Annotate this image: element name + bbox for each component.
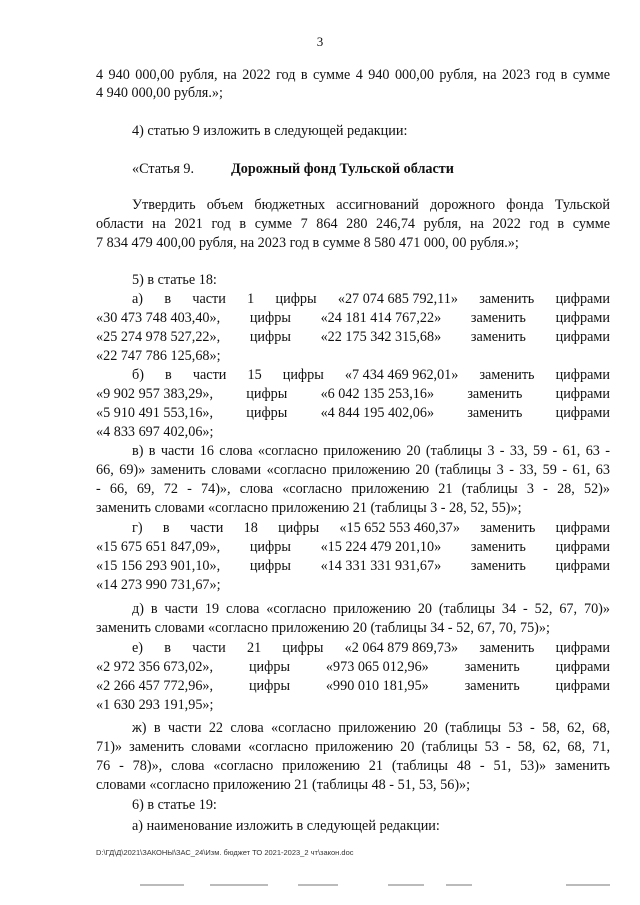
sub-b-line-2 — [96, 386, 610, 403]
text-word: 1 — [247, 291, 255, 307]
sub-e-line-4: «1 630 293 191,95»; — [96, 697, 214, 713]
text-word: заменить — [467, 386, 523, 402]
text-word: цифры — [278, 520, 320, 536]
text-word: части — [189, 520, 224, 536]
text-word: «2 972 356 673,02», — [96, 659, 214, 675]
text-word: цифры — [248, 678, 290, 694]
text-word: «7 434 469 962,01» — [344, 367, 459, 383]
scan-mark — [446, 884, 472, 886]
text-word: е) — [132, 640, 144, 656]
text-word: цифрами — [555, 558, 610, 574]
sub-zh-line-4: словами «согласно приложению 21 (таблицы 48 - 51, 53, 56)»; — [96, 777, 471, 793]
text-word: «30 473 748 403,40», — [96, 310, 221, 326]
text-word: цифрами — [555, 367, 610, 383]
page-number: 3 — [316, 34, 324, 49]
text-word: «2 064 879 869,73» — [344, 640, 459, 656]
text-word: «973 065 012,96» — [325, 659, 429, 675]
sub-g-line-2 — [96, 539, 610, 556]
text-word: цифры — [248, 659, 290, 675]
text-word: цифры — [249, 310, 291, 326]
article-9-line-3: 7 834 479 400,00 рубля, на 2023 год в сумме 8 580 471 000, 00 рубля.»; — [96, 235, 519, 251]
text-word: 18 — [243, 520, 258, 536]
text-word: заменить — [470, 539, 526, 555]
text-word: в — [162, 520, 170, 536]
text-word: 21 — [246, 640, 262, 656]
sub-d-line-1: д) в части 19 слова «согласно приложению 20 (таблицы 34 - 52, 67, 70)» — [132, 601, 610, 617]
text-word: заменить — [464, 659, 520, 675]
text-word: цифрами — [555, 329, 610, 345]
text-word: части — [192, 291, 226, 307]
text-word: «6 042 135 253,16» — [320, 386, 435, 402]
text-word: заменить — [479, 640, 535, 656]
sub-v-line-3: - 66, 69, 72 - 74)», слова «согласно приложению 21 (таблицы 3 - 28, 52)» — [96, 481, 610, 497]
file-path-footer: D:\ГД\Д\2021\ЗАКОНЫ\ЗАС_24\Изм. бюджет ТО 2021-2023_2 чт\закон.doc — [96, 848, 354, 857]
sub-zh-line-2: 71)» заменить словами «согласно приложению 20 (таблицы 53 - 58, 62, 68, 71, — [96, 739, 610, 755]
scan-mark — [140, 884, 184, 886]
text-word: цифрами — [555, 310, 610, 326]
text-word: «990 010 181,95» — [325, 678, 429, 694]
sub-v-line-1: в) в части 16 слова «согласно приложению 20 (таблицы 3 - 33, 59 - 61, 63 - — [132, 443, 610, 459]
sub-zh-line-1: ж) в части 22 слова «согласно приложению 20 (таблицы 53 - 58, 62, 68, — [132, 720, 610, 736]
text-word: в — [165, 367, 172, 383]
text-word: «27 074 685 792,11» — [337, 291, 458, 307]
text-word: цифрами — [555, 678, 610, 694]
sub-d-line-2: заменить словами «согласно приложению 20 (таблицы 34 - 52, 67, 70, 75)»; — [96, 620, 550, 636]
text-word: «15 652 553 460,37» — [339, 520, 460, 536]
article-9-label: «Статья 9. — [132, 161, 195, 177]
sub-b-line-1 — [132, 367, 610, 384]
text-word: «14 331 331 931,67» — [320, 558, 442, 574]
text-word: цифры — [246, 405, 288, 421]
text-word: цифры — [246, 386, 288, 402]
text-word: цифрами — [555, 520, 610, 536]
text-word: цифры — [249, 329, 291, 345]
text-word: «9 902 957 383,29», — [96, 386, 214, 402]
text-word: заменить — [470, 558, 526, 574]
item-4: 4) статью 9 изложить в следующей редакции: — [132, 123, 408, 139]
text-word: заменить — [480, 520, 536, 536]
intro-line-1: 4 940 000,00 рубля, на 2022 год в сумме 4 940 000,00 рубля, на 2023 год в сумме — [96, 67, 610, 83]
text-word: цифры — [249, 558, 291, 574]
sub-a-line-2 — [96, 310, 610, 327]
text-word: заменить — [464, 678, 520, 694]
text-word: б) — [132, 367, 144, 383]
text-word: цифры — [282, 640, 324, 656]
text-word: цифрами — [555, 659, 610, 675]
text-word: цифры — [275, 291, 317, 307]
sub-g-line-4: «14 273 990 731,67»; — [96, 577, 221, 593]
text-word: а) — [132, 291, 144, 307]
item-5: 5) в статье 18: — [132, 272, 217, 288]
sub-a-line-3 — [96, 329, 610, 346]
sub-e-line-1 — [132, 640, 610, 657]
article-9-line-1: Утвердить объем бюджетных ассигнований дорожного фонда Тульской — [132, 197, 610, 213]
text-word: «5 910 491 553,16», — [96, 405, 214, 421]
scan-mark — [388, 884, 424, 886]
text-word: цифрами — [555, 405, 610, 421]
article-9-line-2: области на 2021 год в сумме 7 864 280 246,74 рубля, на 2022 год в сумме — [96, 216, 610, 232]
sub-e-line-3 — [96, 678, 610, 695]
text-word: «2 266 457 772,96», — [96, 678, 214, 694]
sub-a-line-1 — [132, 291, 610, 308]
scan-mark — [210, 884, 268, 886]
text-word: заменить — [470, 329, 526, 345]
sub-g-line-3 — [96, 558, 610, 575]
text-word: цифрами — [555, 640, 610, 656]
text-word: цифры — [249, 539, 291, 555]
text-word: в — [164, 640, 171, 656]
text-word: части — [192, 367, 227, 383]
sub-b-line-4: «4 833 697 402,06»; — [96, 424, 214, 440]
text-word: заменить — [479, 367, 535, 383]
sub-v-line-4: заменить словами «согласно приложению 21 (таблицы 3 - 28, 52, 55)»; — [96, 500, 522, 516]
text-word: «15 675 651 847,09», — [96, 539, 221, 555]
text-word: части — [192, 640, 226, 656]
sub-a-line-4: «22 747 786 125,68»; — [96, 348, 221, 364]
scan-mark — [566, 884, 610, 886]
text-word: «24 181 414 767,22» — [320, 310, 442, 326]
sub-e-line-2 — [96, 659, 610, 676]
sub-6a: а) наименование изложить в следующей редакции: — [132, 818, 440, 834]
text-word: цифры — [282, 367, 324, 383]
text-word: цифрами — [555, 386, 610, 402]
text-word: «15 224 479 201,10» — [320, 539, 442, 555]
text-word: г) — [132, 520, 143, 536]
text-word: заменить — [470, 310, 526, 326]
text-word: «22 175 342 315,68» — [320, 329, 442, 345]
text-word: цифрами — [555, 291, 610, 307]
text-word: цифрами — [555, 539, 610, 555]
intro-line-2: 4 940 000,00 рубля.»; — [96, 85, 223, 101]
sub-g-line-1 — [132, 520, 610, 537]
text-word: в — [164, 291, 172, 307]
text-word: «15 156 293 901,10», — [96, 558, 221, 574]
text-word: «25 274 978 527,22», — [96, 329, 221, 345]
text-word: заменить — [467, 405, 523, 421]
text-word: заменить — [479, 291, 535, 307]
sub-zh-line-3: 76 - 78)», слова «согласно приложению 21 (таблицы 48 - 51, 53)» заменить — [96, 758, 610, 774]
sub-b-line-3 — [96, 405, 610, 422]
text-word: 15 — [247, 367, 262, 383]
article-9-title: Дорожный фонд Тульской области — [231, 161, 454, 177]
text-word: «4 844 195 402,06» — [320, 405, 435, 421]
sub-v-line-2: 66, 69)» заменить словами «согласно приложению 20 (таблицы 3 - 33, 59 - 61, 63 — [96, 462, 610, 478]
scan-mark — [298, 884, 338, 886]
item-6: 6) в статье 19: — [132, 797, 217, 813]
